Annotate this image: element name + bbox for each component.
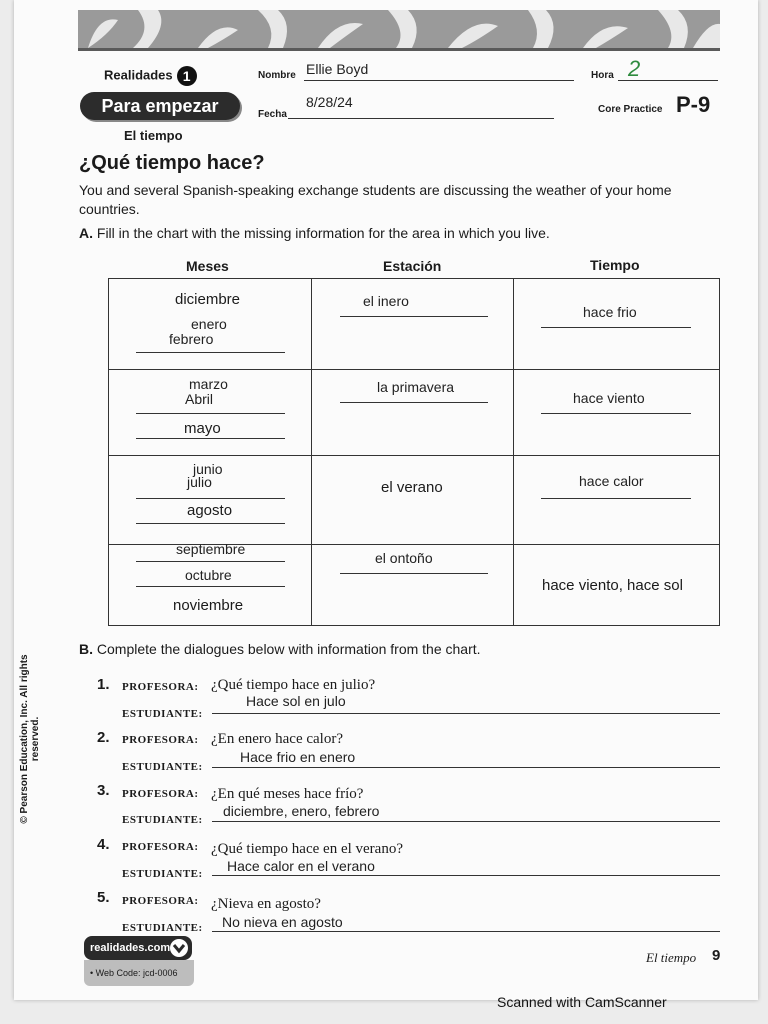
month-cell[interactable]: junio bbox=[193, 461, 223, 477]
site-name: realidades.com bbox=[90, 942, 171, 954]
header-tiempo: Tiempo bbox=[590, 257, 640, 273]
answer-text[interactable]: No nieva en agosto bbox=[222, 914, 343, 930]
weather-cell[interactable]: hace viento bbox=[573, 390, 645, 406]
section-pill: Para empezar bbox=[80, 92, 240, 120]
estudiante-label: ESTUDIANTE: bbox=[122, 761, 203, 773]
answer-line bbox=[340, 573, 488, 574]
question-text: ¿Qué tiempo hace en el verano? bbox=[211, 841, 403, 857]
month-cell[interactable]: enero bbox=[191, 316, 227, 332]
header-estacion: Estación bbox=[383, 258, 442, 274]
part-b-instruction bbox=[79, 641, 481, 657]
chevron-down-icon bbox=[170, 939, 188, 957]
estudiante-label: ESTUDIANTE: bbox=[122, 814, 203, 826]
fecha-line bbox=[288, 118, 554, 119]
season-cell[interactable]: la primavera bbox=[377, 379, 455, 395]
hora-line bbox=[618, 80, 718, 81]
part-a-instruction bbox=[79, 225, 550, 241]
part-b-text: Complete the dialogues below with information from the chart. bbox=[96, 641, 481, 657]
dialogue-number: 3. bbox=[97, 782, 110, 799]
answer-line bbox=[136, 586, 285, 587]
question-text: ¿Nieva en agosto? bbox=[211, 896, 321, 912]
brand-number-badge: 1 bbox=[177, 66, 197, 86]
hora-label: Hora bbox=[591, 70, 614, 81]
estudiante-label: ESTUDIANTE: bbox=[122, 922, 203, 934]
answer-line bbox=[541, 498, 691, 499]
chart-divider bbox=[109, 455, 719, 456]
month-cell: diciembre bbox=[175, 291, 241, 308]
brand-realidades bbox=[104, 66, 197, 86]
part-b-letter: B. bbox=[79, 641, 93, 657]
month-cell[interactable]: marzo bbox=[189, 376, 228, 392]
hora-value[interactable]: 2 bbox=[628, 56, 641, 81]
month-cell: agosto bbox=[187, 502, 233, 519]
fecha-label: Fecha bbox=[258, 109, 287, 120]
unit-subtitle: El tiempo bbox=[124, 128, 183, 143]
nombre-line bbox=[304, 80, 574, 81]
dialogue-number: 2. bbox=[97, 729, 110, 746]
profesora-label: PROFESORA: bbox=[122, 895, 199, 907]
chart-divider bbox=[109, 369, 719, 370]
decorative-banner bbox=[78, 10, 720, 51]
season-cell[interactable]: el ontoño bbox=[375, 550, 433, 566]
part-a-text: Fill in the chart with the missing information for the area in which you live. bbox=[96, 225, 550, 241]
page-code: P-9 bbox=[676, 92, 711, 117]
question-text: ¿En qué meses hace frío? bbox=[211, 786, 364, 802]
copyright-notice: © Pearson Education, Inc. All rights reserved. bbox=[19, 654, 41, 824]
header-meses: Meses bbox=[186, 258, 229, 274]
month-cell[interactable]: julio bbox=[187, 474, 212, 490]
core-practice-label: Core Practice bbox=[598, 104, 663, 115]
answer-text[interactable]: Hace sol en julo bbox=[246, 693, 346, 709]
dialogue-number: 1. bbox=[97, 676, 110, 693]
answer-line bbox=[541, 327, 691, 328]
weather-cell[interactable]: hace frio bbox=[583, 304, 637, 320]
site-badge[interactable] bbox=[84, 936, 192, 960]
question-text: ¿En enero hace calor? bbox=[211, 731, 343, 747]
footer-chapter: El tiempo bbox=[646, 950, 697, 965]
answer-line bbox=[212, 821, 720, 822]
month-cell[interactable]: Abril bbox=[185, 391, 214, 407]
profesora-label: PROFESORA: bbox=[122, 841, 199, 853]
answer-text[interactable]: diciembre, enero, febrero bbox=[223, 803, 380, 819]
answer-line bbox=[136, 561, 285, 562]
brand-name: Realidades bbox=[104, 67, 173, 83]
estudiante-label: ESTUDIANTE: bbox=[122, 708, 203, 720]
answer-text[interactable]: Hace frio en enero bbox=[240, 749, 356, 765]
answer-line bbox=[212, 713, 720, 714]
answer-line bbox=[212, 931, 720, 932]
season-cell[interactable]: el inero bbox=[363, 293, 409, 309]
chart-divider bbox=[513, 279, 514, 625]
answer-line bbox=[212, 767, 720, 768]
part-a-letter: A. bbox=[79, 225, 93, 241]
nombre-value[interactable]: Ellie Boyd bbox=[306, 61, 369, 77]
profesora-label: PROFESORA: bbox=[122, 734, 199, 746]
chart-divider bbox=[311, 279, 312, 625]
nombre-label: Nombre bbox=[258, 70, 296, 81]
intro-text: You and several Spanish-speaking exchange students are discussing the weather of your home countries. bbox=[79, 182, 672, 217]
answer-line bbox=[136, 523, 285, 524]
answer-line bbox=[212, 875, 720, 876]
month-cell: mayo bbox=[184, 420, 221, 437]
answer-line bbox=[136, 438, 285, 439]
weather-cell: hace viento, hace sol bbox=[542, 577, 683, 594]
dialogue-number: 5. bbox=[97, 889, 110, 906]
estudiante-label: ESTUDIANTE: bbox=[122, 868, 203, 880]
profesora-label: PROFESORA: bbox=[122, 788, 199, 800]
month-cell: noviembre bbox=[173, 597, 244, 614]
answer-line bbox=[136, 413, 285, 414]
profesora-label: PROFESORA: bbox=[122, 681, 199, 693]
page-number: 9 bbox=[712, 947, 721, 964]
fecha-value[interactable]: 8/28/24 bbox=[306, 94, 353, 110]
month-cell[interactable]: octubre bbox=[185, 567, 232, 583]
answer-line bbox=[340, 316, 488, 317]
month-cell[interactable]: febrero bbox=[169, 331, 214, 347]
answer-line bbox=[136, 498, 285, 499]
scanner-watermark: Scanned with CamScanner bbox=[497, 994, 667, 1010]
answer-line bbox=[541, 413, 691, 414]
page-title: ¿Qué tiempo hace? bbox=[79, 152, 265, 174]
dialogue-number: 4. bbox=[97, 836, 110, 853]
weather-cell[interactable]: hace calor bbox=[579, 473, 644, 489]
answer-text[interactable]: Hace calor en el verano bbox=[227, 858, 375, 874]
season-cell: el verano bbox=[381, 479, 443, 496]
month-cell[interactable]: septiembre bbox=[176, 541, 246, 557]
answer-line bbox=[136, 352, 285, 353]
question-text: ¿Qué tiempo hace en julio? bbox=[211, 677, 376, 693]
realidades-web-logo bbox=[84, 936, 194, 990]
answer-line bbox=[340, 402, 488, 403]
web-code: • Web Code: jcd-0006 bbox=[84, 960, 194, 986]
